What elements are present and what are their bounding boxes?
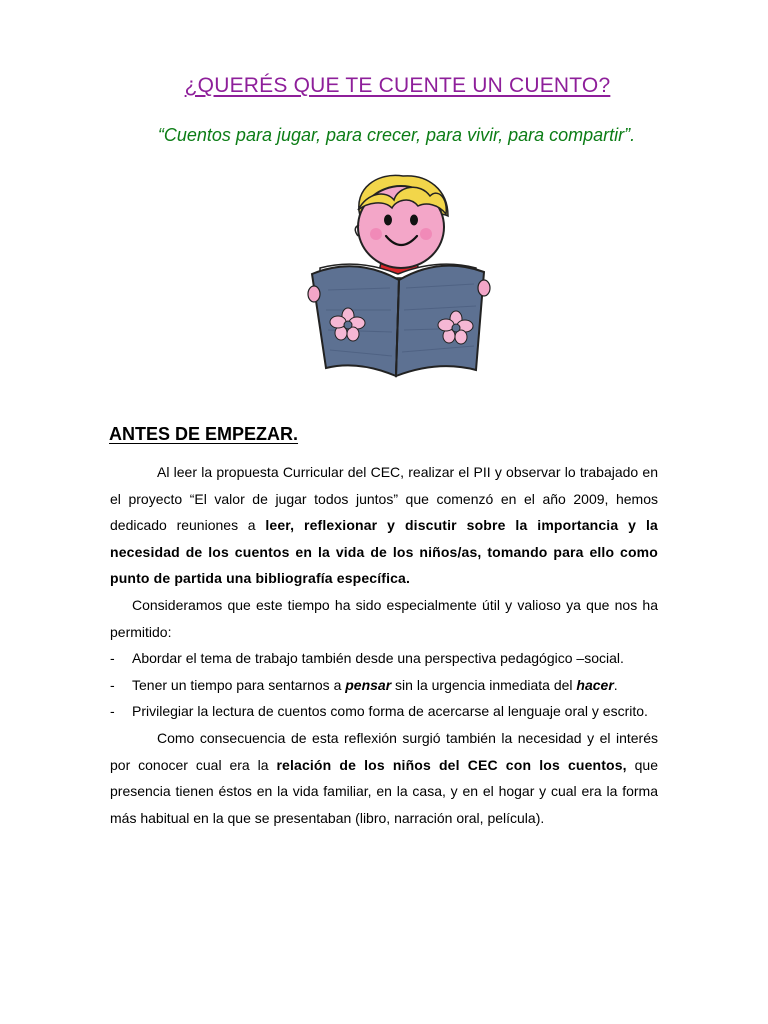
paragraph-3-text-c: que presencia tienen éstos en la vida familiar, en la casa, y en el hogar y cual era la forma más habitual en la que se presentaban (libro, narración oral, película). xyxy=(110,756,658,826)
paragraph-3-text-a: Como consecuencia de esta reflexión surgió también la necesidad y el interés por conocer cual era la xyxy=(110,729,658,773)
paragraph-1 xyxy=(110,459,658,592)
paragraph-1-text: Al leer la propuesta Curricular del CEC, realizar el PII y observar lo trabajado en el proyecto “El valor de jugar todos juntos” que comenzó en el año 2009, hemos dedicado reuniones a xyxy=(110,464,658,534)
bullet-item-1-text: Abordar el tema de trabajo también desde una perspectiva pedagógico –social. xyxy=(132,650,624,667)
bullet-dash: - xyxy=(110,650,115,667)
bullet-item-1 xyxy=(110,645,658,672)
document-subtitle: “Cuentos para jugar, para crecer, para vivir, para compartir”. xyxy=(157,125,636,145)
paragraph-3 xyxy=(110,725,658,831)
bullet-item-2 xyxy=(110,672,658,699)
child-reading-book-illustration xyxy=(298,170,498,385)
bullet-item-2-text-a: Tener un tiempo para sentarnos a xyxy=(132,676,346,693)
bullet-item-2-text-e: . xyxy=(613,676,618,693)
bullet-item-3 xyxy=(110,698,658,725)
document-title: ¿QUERÉS QUE TE CUENTE UN CUENTO? xyxy=(184,74,611,97)
bullet-item-3-text: Privilegiar la lectura de cuentos como forma de acercarse al lenguaje oral y escrito. xyxy=(132,703,648,720)
bullet-dash: - xyxy=(110,703,115,720)
bullet-item-2-emphasis-hacer: hacer xyxy=(576,676,614,693)
paragraph-3-bold: relación de los niños del CEC con los cuentos, xyxy=(276,756,627,773)
section-heading: ANTES DE EMPEZAR. xyxy=(109,424,299,444)
bullet-item-2-emphasis-pensar: pensar xyxy=(345,676,392,693)
paragraph-2: Consideramos que este tiempo ha sido especialmente útil y valioso ya que nos ha permitido: xyxy=(110,596,658,640)
bullet-dash: - xyxy=(110,676,115,693)
bullet-item-2-text-c: sin la urgencia inmediata del xyxy=(391,676,577,693)
document-body xyxy=(110,459,658,831)
paragraph-1-bold: leer, reflexionar y discutir sobre la importancia y la necesidad de los cuentos en la vida de los niños/as, tomando para ello como punto de partida una bibliografía específica. xyxy=(110,517,658,587)
